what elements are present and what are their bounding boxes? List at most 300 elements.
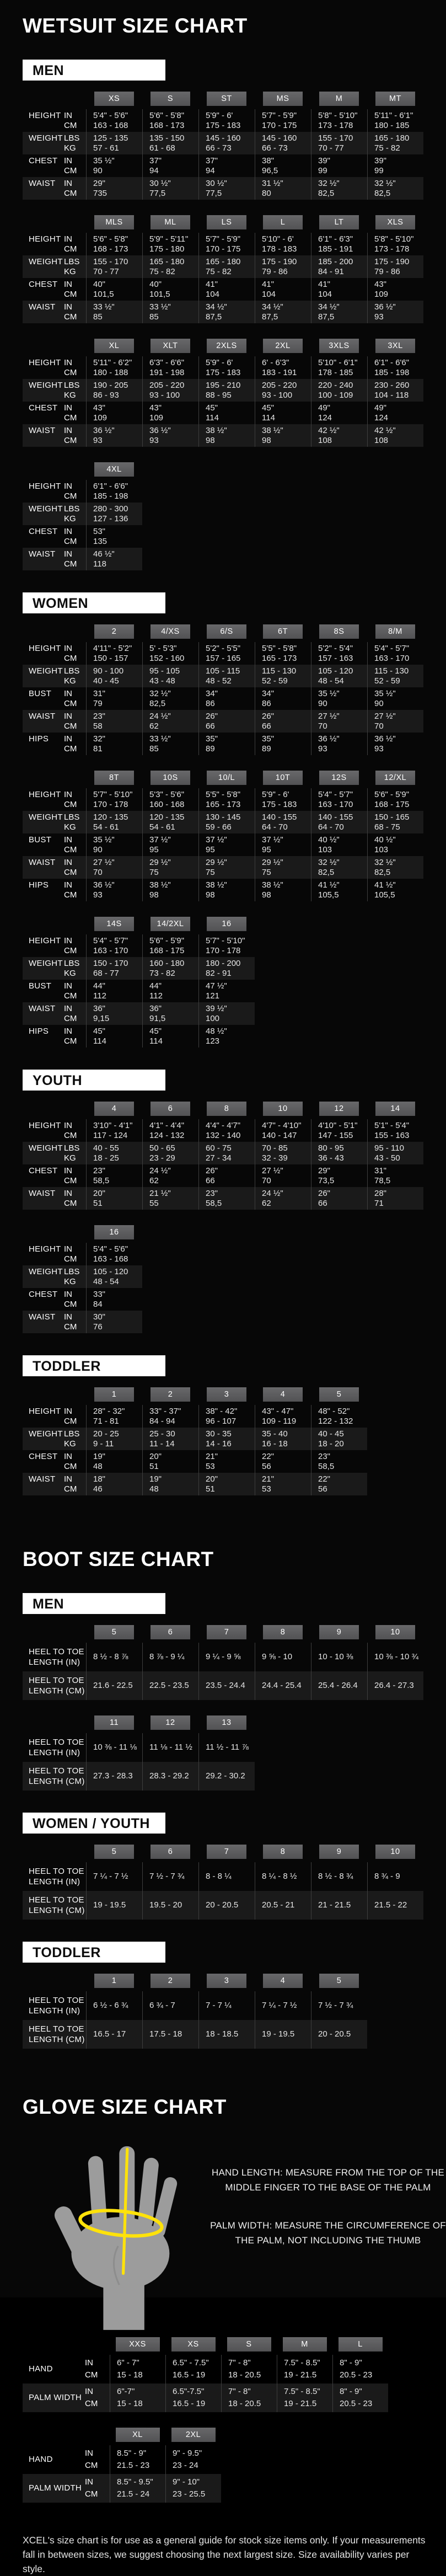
value-cell: 20" 51 (86, 1187, 142, 1210)
size-header-cell (198, 771, 255, 785)
value-cell: 20" 51 (198, 1473, 255, 1495)
size-header-cell (86, 462, 142, 477)
hand-length-instruction: HAND LENGTH: MEASURE FROM THE TOP OF THE MIDDLE FINGER TO THE BASE OF THE PALM (211, 2167, 445, 2193)
size-header-cell (255, 624, 311, 639)
value-cell: 11 ½ - 11 ⅞ (198, 1733, 255, 1762)
measure-row (23, 1025, 255, 1047)
unit-label: LBS KG (64, 1429, 80, 1449)
measure-row (23, 1991, 367, 2020)
row-label: HEIGHT (29, 1407, 61, 1416)
unit-label: IN CM (85, 2477, 98, 2499)
value-cell: 4'1" - 4'4" 124 - 132 (142, 1119, 198, 1142)
unit-label: IN CM (64, 858, 77, 877)
value-cell: 41" 104 (198, 278, 255, 301)
size-header-box: 8S (319, 624, 359, 639)
size-header-cell (86, 771, 142, 785)
size-header-cell (311, 1387, 367, 1402)
value-cell: 7" - 8" 18 - 20.5 (221, 2355, 277, 2383)
value-cell: 47 ½" 121 (198, 980, 255, 1002)
value-cell: 32 ½" 82,5 (142, 687, 198, 710)
value-cell: 36 ½" 93 (311, 733, 367, 755)
size-header-cell (367, 1625, 423, 1639)
value-cell: 165 - 180 75 - 82 (198, 255, 255, 278)
value-cell: 20.5 - 21 (255, 1891, 311, 1920)
size-header-cell (142, 339, 198, 353)
unit-label: LBS KG (64, 381, 80, 400)
size-header-box: 14 (375, 1102, 415, 1116)
value-cell: 4'11" - 5'2" 150 - 157 (86, 642, 142, 665)
value-cell: 60 - 75 27 - 34 (198, 1142, 255, 1164)
size-header-cell (86, 215, 142, 229)
size-header-cell (367, 1102, 423, 1116)
row-label: CHEST (29, 403, 58, 413)
size-header-cell (142, 771, 198, 785)
wetsuit-chart-title: WETSUIT SIZE CHART (23, 14, 248, 37)
value-cell: 38" 96,5 (255, 154, 311, 177)
value-cell: 23" 58,5 (86, 1164, 142, 1187)
value-cell: 5'4" - 5'7" 163 - 170 (311, 788, 367, 811)
size-header-row (23, 1625, 423, 1639)
size-table (23, 339, 446, 447)
value-cell: 40 - 55 18 - 25 (86, 1142, 142, 1164)
value-cell: 6' - 6'3" 183 - 191 (255, 356, 311, 379)
unit-label: LBS KG (64, 1143, 80, 1163)
size-header-cell (142, 1102, 198, 1116)
value-cell: 105 - 120 48 - 54 (311, 665, 367, 687)
size-header-cell (255, 1387, 311, 1402)
value-cell: 36 ½" 93 (142, 424, 198, 447)
row-label: HIPS (29, 880, 49, 890)
size-header-cell (311, 215, 367, 229)
measure-row (23, 980, 255, 1002)
value-cell: 280 - 300 127 - 136 (86, 503, 142, 525)
size-header-box: 4 (94, 1102, 134, 1116)
measure-row (23, 109, 423, 132)
value-cell: 30 ½" 77,5 (142, 177, 198, 200)
size-header-cell (198, 1625, 255, 1639)
value-cell: 7.5" - 8.5" 19 - 21.5 (277, 2355, 332, 2383)
value-cell: 7.5" - 8.5" 19 - 21.5 (277, 2383, 332, 2412)
value-cell: 20" 51 (142, 1450, 198, 1473)
row-label: HEEL TO TOE LENGTH (IN) (29, 1996, 84, 2016)
measure-row (23, 811, 423, 833)
value-cell: 23" 58,5 (198, 1187, 255, 1210)
value-cell: 41" 104 (255, 278, 311, 301)
size-header-box: 5 (319, 1387, 359, 1402)
size-header-box: 3 (207, 1387, 246, 1402)
value-cell: 44" 112 (142, 980, 198, 1002)
size-table (23, 1387, 446, 1495)
size-header-cell (255, 215, 311, 229)
value-cell: 28.3 - 29.2 (142, 1762, 198, 1791)
measure-row (23, 856, 423, 879)
size-header-cell (255, 1845, 311, 1859)
size-header-box: M (319, 92, 359, 106)
size-header-cell (165, 2428, 221, 2442)
size-table (23, 1625, 446, 1700)
value-cell: 145 - 160 66 - 73 (198, 132, 255, 154)
size-header-box: 10/L (207, 771, 246, 785)
value-cell: 21 - 21.5 (311, 1891, 367, 1920)
hand-diagram-icon (34, 2132, 194, 2332)
value-cell: 19" 48 (86, 1450, 142, 1473)
value-cell: 35" 89 (255, 733, 311, 755)
measure-row (23, 1119, 423, 1142)
value-cell: 40" 101,5 (86, 278, 142, 301)
hand-index-finger (88, 2156, 108, 2231)
value-cell: 90 - 100 40 - 45 (86, 665, 142, 687)
value-cell: 38 ½" 98 (198, 424, 255, 447)
value-cell: 5'4" - 5'7" 163 - 170 (367, 642, 423, 665)
size-header-box: MS (263, 92, 303, 106)
value-cell: 8.5" - 9.5" 21.5 - 24 (110, 2474, 165, 2503)
value-cell: 45" 114 (86, 1025, 142, 1047)
measure-row (23, 356, 423, 379)
size-header-cell (367, 771, 423, 785)
measure-row (23, 379, 423, 402)
value-cell: 6 ½ - 6 ¾ (86, 1991, 142, 2020)
value-cell: 17.5 - 18 (142, 2020, 198, 2049)
boot-section (23, 1548, 446, 2049)
size-header-cell (255, 1625, 311, 1639)
value-cell: 37" 94 (198, 154, 255, 177)
value-cell: 32 ½" 82,5 (367, 856, 423, 879)
size-table (23, 1974, 446, 2049)
group-label-bar: YOUTH (23, 1070, 165, 1091)
value-cell: 6'3" - 6'6" 191 - 198 (142, 356, 198, 379)
value-cell: 45" 114 (255, 402, 311, 424)
unit-label: IN CM (64, 1312, 77, 1332)
value-cell: 140 - 155 64 - 70 (255, 811, 311, 833)
value-cell: 5'10" - 6'1" 178 - 185 (311, 356, 367, 379)
size-header-cell (311, 1845, 367, 1859)
size-header-box: 6 (151, 1625, 190, 1639)
size-header-cell (255, 771, 311, 785)
value-cell: 5'1" - 5'4" 155 - 163 (367, 1119, 423, 1142)
size-header-box: 12 (319, 1102, 359, 1116)
value-cell: 24 ½" 62 (142, 710, 198, 733)
value-cell: 155 - 170 70 - 77 (311, 132, 367, 154)
value-cell: 70 - 85 32 - 39 (255, 1142, 311, 1164)
size-header-box: 11 (94, 1715, 134, 1730)
value-cell: 5'6" - 5'8" 168 - 173 (142, 109, 198, 132)
hand-wrist (103, 2283, 144, 2330)
value-cell: 8" - 9" 20.5 - 23 (332, 2355, 388, 2383)
value-cell: 27 ½" 70 (367, 710, 423, 733)
size-header-cell (277, 2337, 332, 2351)
unit-label: IN CM (64, 790, 77, 809)
value-cell: 120 - 135 54 - 61 (142, 811, 198, 833)
size-header-cell (142, 215, 198, 229)
measure-row (23, 301, 423, 323)
value-cell: 39 ½" 100 (198, 1002, 255, 1025)
size-header-cell (198, 917, 255, 931)
size-header-cell (198, 339, 255, 353)
size-header-box: 4XL (94, 462, 134, 477)
value-cell: 21.5 - 22 (367, 1891, 423, 1920)
value-cell: 35 ½" 90 (86, 154, 142, 177)
value-cell: 6'1" - 6'6" 185 - 198 (86, 480, 142, 503)
measure-row (23, 1643, 423, 1671)
size-header-row (23, 1102, 423, 1116)
value-cell: 16.5 - 17 (86, 2020, 142, 2049)
size-header-box: 6T (263, 624, 303, 639)
size-table (23, 1225, 446, 1333)
value-cell: 190 - 205 86 - 93 (86, 379, 142, 402)
row-label: HEIGHT (29, 1121, 61, 1130)
value-cell: 165 - 180 75 - 82 (142, 255, 198, 278)
value-cell: 19" 48 (142, 1473, 198, 1495)
value-cell: 5'11" - 6'2" 180 - 188 (86, 356, 142, 379)
value-cell: 5'5" - 5'8" 165 - 173 (255, 642, 311, 665)
unit-label: IN CM (64, 358, 77, 377)
row-label: HEIGHT (29, 358, 61, 367)
value-cell: 18" 46 (86, 1473, 142, 1495)
measure-row (23, 879, 423, 901)
boot-tables (23, 1593, 446, 2049)
unit-label: IN CM (64, 734, 77, 753)
row-label: WAIST (29, 179, 56, 188)
value-cell: 7 ¼ - 7 ½ (255, 1991, 311, 2020)
size-header-cell (367, 624, 423, 639)
value-cell: 33" - 37" 84 - 94 (142, 1405, 198, 1428)
size-header-box: 12/XL (375, 771, 415, 785)
value-cell: 5'6" - 5'9" 168 - 175 (367, 788, 423, 811)
value-cell: 36" 9,15 (86, 1002, 142, 1025)
value-cell: 36 ½" 93 (86, 424, 142, 447)
size-header-box: 16 (94, 1225, 134, 1239)
value-cell: 48" - 52" 122 - 132 (311, 1405, 367, 1428)
unit-label: LBS KG (64, 813, 80, 832)
unit-label: IN CM (85, 2358, 98, 2380)
value-cell: 19 - 19.5 (255, 2020, 311, 2049)
value-cell: 24.4 - 25.4 (255, 1671, 311, 1700)
value-cell: 28" 71 (367, 1187, 423, 1210)
size-header-box: 7 (207, 1845, 246, 1859)
size-header-box: 14S (94, 917, 134, 931)
size-header-box: 3XL (375, 339, 415, 353)
value-cell: 40 ½" 103 (311, 833, 367, 856)
row-label: HAND (29, 2364, 53, 2374)
row-label: WAIST (29, 1474, 56, 1484)
size-header-cell (367, 215, 423, 229)
row-label: BUST (29, 689, 52, 698)
value-cell: 175 - 190 79 - 86 (367, 255, 423, 278)
value-cell: 20 - 20.5 (311, 2020, 367, 2049)
value-cell: 9 ¼ - 9 ⅝ (198, 1643, 255, 1671)
size-header-box: 3XLS (319, 339, 359, 353)
size-header-row (23, 1845, 423, 1859)
unit-label: LBS KG (64, 959, 80, 978)
measure-row (23, 710, 423, 733)
row-label: HEIGHT (29, 644, 61, 653)
row-label: CHEST (29, 1166, 58, 1175)
value-cell: 19 - 19.5 (86, 1891, 142, 1920)
value-cell: 24 ½" 62 (142, 1164, 198, 1187)
size-header-row (23, 1387, 367, 1402)
value-cell: 21" 53 (255, 1473, 311, 1495)
row-label: PALM WIDTH (29, 2483, 82, 2493)
palm-width-instruction: PALM WIDTH: MEASURE THE CIRCUMFERENCE OF THE PALM, NOT INCLUDING THE THUMB (210, 2220, 446, 2246)
unit-label: IN CM (64, 981, 77, 1001)
size-header-cell (198, 92, 255, 106)
measure-row (23, 1762, 255, 1791)
value-cell: 145 - 160 66 - 73 (255, 132, 311, 154)
size-header-cell (86, 1387, 142, 1402)
measure-row (23, 1311, 142, 1333)
value-cell: 26" 66 (198, 710, 255, 733)
size-header-box: 4/XS (151, 624, 190, 639)
value-cell: 155 - 170 70 - 77 (86, 255, 142, 278)
size-header-box: 8 (207, 1102, 246, 1116)
row-label: HEEL TO TOE LENGTH (IN) (29, 1647, 84, 1667)
value-cell: 8" - 9" 20.5 - 23 (332, 2383, 388, 2412)
row-label: BUST (29, 981, 52, 991)
value-cell: 36" 91,5 (142, 1002, 198, 1025)
size-header-cell (86, 1974, 142, 1988)
value-cell: 115 - 130 52 - 59 (255, 665, 311, 687)
size-table (23, 1845, 446, 1920)
unit-label: IN CM (64, 1474, 77, 1494)
unit-label: IN CM (64, 1004, 77, 1023)
size-header-box: 9 (319, 1845, 359, 1859)
row-label: PALM WIDTH (29, 2393, 82, 2403)
value-cell: 27 ½" 70 (86, 856, 142, 879)
unit-label: IN CM (64, 689, 77, 708)
value-cell: 32 ½" 82,5 (311, 856, 367, 879)
size-header-row (23, 624, 423, 639)
value-cell: 36 ½" 93 (86, 879, 142, 901)
value-cell: 180 - 200 82 - 91 (198, 957, 255, 980)
row-label: WEIGHT (29, 1267, 63, 1276)
row-label: WAIST (29, 712, 56, 721)
value-cell: 5'5" - 5'8" 165 - 173 (198, 788, 255, 811)
value-cell: 35 ½" 90 (311, 687, 367, 710)
value-cell: 43" 109 (86, 402, 142, 424)
value-cell: 21" 53 (198, 1450, 255, 1473)
size-header-box: XL (94, 339, 134, 353)
size-header-box: L (338, 2337, 383, 2351)
size-header-box: 1 (94, 1387, 134, 1402)
value-cell: 38" - 42" 96 - 107 (198, 1405, 255, 1428)
unit-label: LBS KG (64, 1267, 80, 1286)
unit-label: IN CM (85, 2387, 98, 2408)
size-header-box: 8 (263, 1845, 303, 1859)
row-label: HEEL TO TOE LENGTH (CM) (29, 1676, 85, 1696)
value-cell: 28" - 32" 71 - 81 (86, 1405, 142, 1428)
row-label: WEIGHT (29, 959, 63, 968)
value-cell: 37 ½" 95 (255, 833, 311, 856)
value-cell: 34 ½" 87,5 (311, 301, 367, 323)
value-cell: 115 - 130 52 - 59 (367, 665, 423, 687)
size-header-cell (198, 624, 255, 639)
size-table (23, 92, 446, 200)
value-cell: 205 - 220 93 - 100 (142, 379, 198, 402)
size-header-box: 14/2XL (151, 917, 190, 931)
value-cell: 80 - 95 36 - 43 (311, 1142, 367, 1164)
value-cell: 7 - 7 ¼ (198, 1991, 255, 2020)
unit-label: IN CM (64, 835, 77, 854)
unit-label: IN CM (64, 1452, 77, 1471)
size-table (23, 462, 446, 570)
glove-instructions (210, 2165, 446, 2332)
measure-row (23, 687, 423, 710)
value-cell: 38 ½" 98 (198, 879, 255, 901)
value-cell: 38 ½" 98 (255, 424, 311, 447)
value-cell: 35 ½" 90 (86, 833, 142, 856)
value-cell: 30" 76 (86, 1311, 142, 1333)
size-table (23, 771, 446, 901)
value-cell: 32 ½" 82,5 (367, 177, 423, 200)
value-cell: 8 - 8 ¼ (198, 1862, 255, 1891)
value-cell: 43" 109 (142, 402, 198, 424)
measure-row (23, 1243, 142, 1265)
measure-row (23, 1405, 367, 1428)
value-cell: 7 ¼ - 7 ½ (86, 1862, 142, 1891)
size-header-box: 4 (263, 1974, 303, 1988)
measure-row (23, 1265, 142, 1288)
value-cell: 20 - 25 9 - 11 (86, 1428, 142, 1450)
value-cell: 37 ½" 95 (198, 833, 255, 856)
size-header-cell (142, 917, 198, 931)
value-cell: 165 - 180 75 - 82 (367, 132, 423, 154)
size-header-cell (311, 624, 367, 639)
size-header-cell (86, 917, 142, 931)
value-cell: 6 ¾ - 7 (142, 1991, 198, 2020)
size-header-cell (86, 1845, 142, 1859)
boot-chart-title: BOOT SIZE CHART (23, 1548, 214, 1570)
value-cell: 5'7" - 5'9" 170 - 175 (198, 233, 255, 255)
size-header-row (23, 92, 423, 106)
size-header-cell (198, 1845, 255, 1859)
size-header-box: 10 (263, 1102, 303, 1116)
row-label: HAND (29, 2455, 53, 2465)
value-cell: 24 ½" 62 (255, 1187, 311, 1210)
size-header-cell (255, 1974, 311, 1988)
size-header-cell (142, 1387, 198, 1402)
size-header-row (23, 2428, 221, 2442)
size-header-box: 2 (94, 624, 134, 639)
unit-label: IN CM (64, 280, 77, 299)
glove-tables (23, 2337, 446, 2503)
value-cell: 8 ½ - 8 ⅞ (86, 1643, 142, 1671)
measure-row (23, 2474, 221, 2503)
size-header-cell (255, 339, 311, 353)
size-header-box: M (283, 2337, 327, 2351)
unit-label: IN CM (64, 1166, 77, 1185)
row-label: WEIGHT (29, 381, 63, 390)
value-cell: 5'11" - 6'1" 180 - 185 (367, 109, 423, 132)
unit-label: IN CM (64, 426, 77, 445)
value-cell: 21.6 - 22.5 (86, 1671, 142, 1700)
size-header-box: 4 (263, 1387, 303, 1402)
size-table (23, 2337, 446, 2412)
size-header-cell (198, 215, 255, 229)
value-cell: 32" 81 (86, 733, 142, 755)
row-label: HEIGHT (29, 790, 61, 799)
size-header-cell (198, 1102, 255, 1116)
value-cell: 35 - 40 16 - 18 (255, 1428, 311, 1450)
size-header-box: S (227, 2337, 271, 2351)
value-cell: 40" 101,5 (142, 278, 198, 301)
value-cell: 4'4" - 4'7" 132 - 140 (198, 1119, 255, 1142)
measure-row (23, 788, 423, 811)
group-label-bar: WOMEN (23, 592, 165, 613)
measure-row (23, 525, 142, 548)
wetsuit-tables (23, 60, 446, 1495)
value-cell: 31" 78,5 (367, 1164, 423, 1187)
size-header-cell (86, 624, 142, 639)
